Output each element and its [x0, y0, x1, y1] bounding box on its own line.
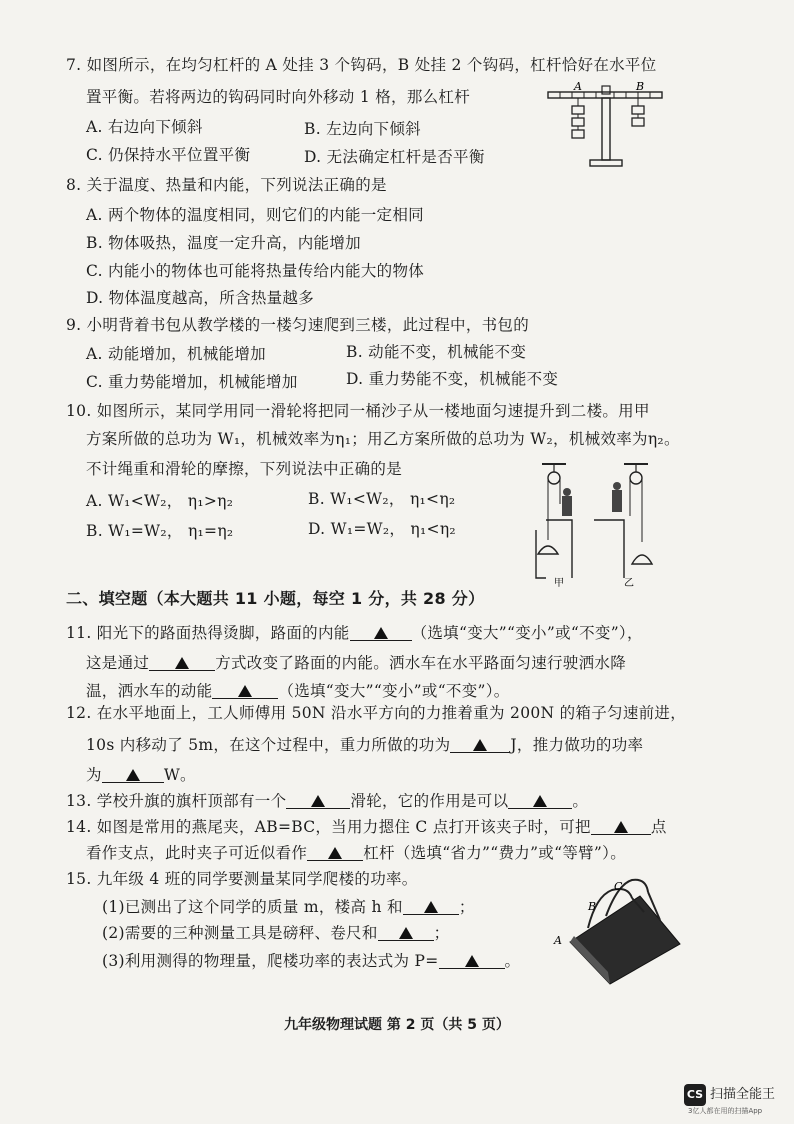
q14-line2 — [86, 842, 626, 864]
q10-line1: 10. 如图所示，某同学用同一滑轮将把同一桶沙子从一楼地面匀速提升到二楼。用甲 — [66, 402, 650, 420]
q12-text-2: 10s 内移动了 5m，在这个过程中，重力所做的功为 — [86, 736, 451, 754]
q7-line2: 置平衡。若将两边的钩码同时向外移动 1 格，那么杠杆 — [86, 88, 471, 106]
q12-blank-1[interactable] — [450, 734, 510, 753]
q11-text-3: 这是通过 — [86, 654, 150, 672]
lever-bar — [548, 92, 662, 98]
lever-figure — [544, 78, 668, 174]
q14-text-3: 看作支点，此时夹子可近似看作 — [86, 844, 308, 862]
q9-option-d: D. 重力势能不变，机械能不变 — [346, 370, 559, 388]
q15-sub3 — [102, 950, 520, 972]
clip-label-b: B — [588, 900, 597, 913]
q15-sub1 — [102, 896, 475, 918]
q7-option-a: A. 右边向下倾斜 — [86, 118, 203, 136]
q11-line3 — [86, 680, 510, 702]
yi-worker — [612, 490, 622, 512]
lever-base — [590, 160, 622, 166]
q12-blank-2[interactable] — [102, 764, 164, 783]
q12-text-5: W。 — [163, 766, 196, 784]
lever-label-b: B — [636, 80, 645, 93]
q11-line1 — [66, 622, 643, 644]
q12-text-4: 为 — [86, 766, 102, 784]
q13-text-1: 13. 学校升旗的旗杆顶部有一个 — [66, 792, 287, 810]
jia-worker — [562, 496, 572, 516]
q11-blank-3[interactable] — [212, 680, 278, 699]
q11-blank-1[interactable] — [350, 622, 412, 641]
q12-text-3: J，推力做功的功率 — [510, 736, 644, 754]
q15-sub1-text: (1)已测出了这个同学的质量 m，楼高 h 和 — [102, 898, 403, 916]
answer-triangle-icon — [465, 955, 479, 967]
q8-option-a: A. 两个物体的温度相同，则它们的内能一定相同 — [86, 206, 424, 224]
camscanner-logo-icon: CS — [684, 1084, 706, 1106]
lever-pivot — [602, 86, 610, 94]
jia-pulley-top — [548, 472, 560, 484]
q9-line1: 9. 小明背着书包从教学楼的一楼匀速爬到三楼，此过程中，书包的 — [66, 316, 530, 334]
q14-text-1: 14. 如图是常用的燕尾夹，AB=BC，当用力摁住 C 点打开该夹子时，可把 — [66, 818, 591, 836]
weight-b-1 — [632, 106, 644, 114]
q10-option-a: A. W₁<W₂， η₁>η₂ — [86, 492, 234, 510]
weight-a-3 — [572, 130, 584, 138]
clip-label-a: A — [554, 934, 562, 947]
q13-text-2: 滑轮，它的作用是可以 — [350, 792, 509, 810]
q15-blank-2[interactable] — [378, 922, 434, 941]
yi-bucket — [632, 555, 652, 564]
jia-label: 甲 — [554, 578, 564, 588]
q11-text-1: 11. 阳光下的路面热得烫脚，路面的内能 — [66, 624, 350, 642]
q15-blank-3[interactable] — [439, 950, 505, 969]
q15-sub2-end: ； — [433, 924, 450, 942]
q11-text-2: （选填“变大”“变小”或“不变”）， — [411, 624, 643, 642]
answer-triangle-icon — [328, 847, 342, 859]
lever-stand — [602, 98, 610, 160]
q8-option-b: B. 物体吸热，温度一定升高，内能增加 — [86, 234, 361, 252]
q10-line3: 不计绳重和滑轮的摩擦，下列说法中正确的是 — [86, 460, 403, 478]
q14-text-2: 点 — [650, 818, 667, 836]
q14-text-4: 杠杆（选填“省力”“费力”或“等臂”）。 — [363, 844, 626, 862]
clip-label-c: C — [614, 880, 623, 893]
q12-line2 — [86, 734, 643, 756]
q8-line1: 8. 关于温度、热量和内能，下列说法正确的是 — [66, 176, 387, 194]
lever-label-a: A — [574, 80, 582, 93]
q14-line1 — [66, 816, 667, 838]
q7-line1: 7. 如图所示，在均匀杠杆的 A 处挂 3 个钩码，B 处挂 2 个钩码，杠杆恰好在水平位 — [66, 56, 657, 74]
q9-option-b: B. 动能不变，机械能不变 — [346, 343, 527, 361]
yi-label: 乙 — [624, 578, 634, 588]
answer-triangle-icon — [473, 739, 487, 751]
q11-text-5: 温，洒水车的动能 — [86, 682, 213, 700]
q10-option-c: B. W₁=W₂， η₁=η₂ — [86, 522, 234, 540]
q15-line1: 15. 九年级 4 班的同学要测量某同学爬楼的功率。 — [66, 870, 418, 888]
q8-option-d: D. 物体温度越高，所含热量越多 — [86, 289, 315, 307]
answer-triangle-icon — [424, 901, 438, 913]
q11-line2 — [86, 652, 626, 674]
q15-sub2-text: (2)需要的三种测量工具是磅秤、卷尺和 — [102, 924, 378, 942]
scanner-watermark — [684, 1082, 788, 1116]
answer-triangle-icon — [311, 795, 325, 807]
answer-triangle-icon — [399, 927, 413, 939]
q11-blank-2[interactable] — [149, 652, 215, 671]
answer-triangle-icon — [533, 795, 547, 807]
q13-line1 — [66, 790, 588, 812]
weight-b-2 — [632, 118, 644, 126]
q13-blank-1[interactable] — [286, 790, 350, 809]
q12-line3 — [86, 764, 196, 786]
q7-option-c: C. 仍保持水平位置平衡 — [86, 146, 251, 164]
q7-option-b: B. 左边向下倾斜 — [304, 120, 421, 138]
q9-option-a: A. 动能增加，机械能增加 — [86, 345, 266, 363]
yi-pulley-top — [630, 472, 642, 484]
answer-triangle-icon — [374, 627, 388, 639]
answer-triangle-icon — [175, 657, 189, 669]
q15-sub2 — [102, 922, 449, 944]
q13-blank-2[interactable] — [508, 790, 572, 809]
q14-blank-1[interactable] — [591, 816, 651, 835]
q9-option-c: C. 重力势能增加，机械能增加 — [86, 373, 298, 391]
q10-line2: 方案所做的总功为 W₁，机械效率为η₁；用乙方案所做的总功为 W₂，机械效率为η₂。 — [86, 430, 680, 448]
page-footer: 九年级物理试题 第 2 页（共 5 页） — [284, 1017, 510, 1033]
section2-title: 二、填空题（本大题共 11 小题，每空 1 分，共 28 分） — [66, 589, 485, 608]
jia-bucket — [538, 546, 558, 554]
watermark-tagline: 3亿人都在用的扫描App — [688, 1107, 763, 1115]
clip-body — [570, 896, 680, 984]
answer-triangle-icon — [614, 821, 628, 833]
q14-blank-2[interactable] — [307, 842, 363, 861]
q15-sub3-text: (3)利用测得的物理量，爬楼功率的表达式为 P= — [102, 952, 439, 970]
weight-a-2 — [572, 118, 584, 126]
q11-text-6: （选填“变大”“变小”或“不变”）。 — [278, 682, 510, 700]
q15-sub3-end: 。 — [504, 952, 521, 970]
pulley-figure — [528, 460, 660, 588]
q7-option-d: D. 无法确定杠杆是否平衡 — [304, 148, 485, 166]
weight-a-1 — [572, 106, 584, 114]
q10-option-b: B. W₁<W₂， η₁<η₂ — [308, 490, 456, 508]
q8-option-c: C. 内能小的物体也可能将热量传给内能大的物体 — [86, 262, 425, 280]
q13-text-3: 。 — [572, 792, 589, 810]
q15-blank-1[interactable] — [403, 896, 459, 915]
answer-triangle-icon — [238, 685, 252, 697]
binder-clip-figure — [548, 876, 698, 988]
q11-text-4: 方式改变了路面的内能。洒水车在水平路面匀速行驶洒水降 — [215, 654, 627, 672]
q10-option-d: D. W₁=W₂， η₁<η₂ — [308, 520, 456, 538]
q15-sub1-end: ； — [458, 898, 475, 916]
watermark-name: 扫描全能王 — [710, 1087, 776, 1102]
answer-triangle-icon — [126, 769, 140, 781]
q12-line1: 12. 在水平地面上，工人师傅用 50N 沿水平方向的力推着重为 200N 的箱子匀速前进， — [66, 704, 687, 722]
